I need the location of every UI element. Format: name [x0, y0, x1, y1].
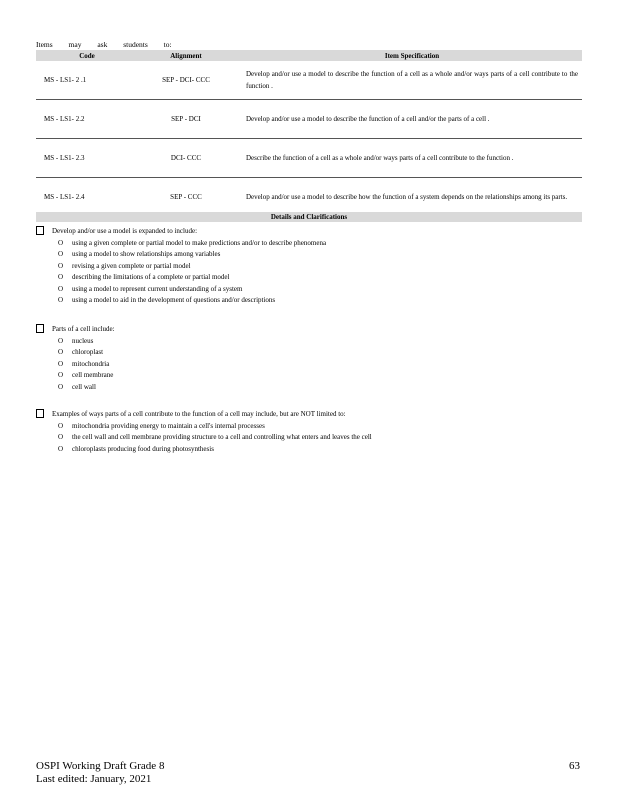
row-alignment: SEP - CCC — [170, 193, 202, 201]
list-item: O mitochondria providing energy to maintain a cell's internal processes — [58, 421, 265, 430]
examples-block — [36, 409, 566, 455]
footer-edited-date: Last edited: January, 2021 — [36, 773, 152, 785]
row-code: MS - LS1- 2.2 — [36, 100, 130, 139]
table-row — [36, 100, 582, 139]
list-item: O cell membrane — [58, 371, 114, 379]
checkbox-square-icon — [36, 409, 44, 418]
list-item: O chloroplasts producing food during photosynthesis — [58, 444, 214, 453]
list-item: O chloroplast — [58, 348, 104, 356]
header-code: Code — [36, 50, 130, 61]
header-spec: Item Specification — [242, 50, 582, 61]
list-item: O using a model to show relationships among variables — [58, 250, 221, 258]
details-header: Details and Clarifications — [36, 212, 582, 222]
row-spec: Develop and/or use a model to describe how the function of a system depends on the relationships among its parts. — [246, 193, 568, 201]
list-item: O using a model to represent current understanding of a system — [58, 284, 243, 293]
page-footer — [36, 760, 164, 786]
page-number: 63 — [569, 760, 580, 772]
footer-draft-label: OSPI Working Draft Grade 8 — [36, 760, 165, 772]
row-alignment: SEP - DCI- CCC — [130, 61, 242, 100]
row-code: MS - LS1- 2.4 — [44, 193, 85, 201]
row-code: MS - LS1- 2.3 — [36, 139, 130, 178]
intro-text: Items may ask students to: — [36, 40, 172, 49]
parts-block — [36, 324, 566, 393]
list-item: O the cell wall and cell membrane providing structure to a cell and controlling what enters and leaves the cell — [58, 433, 372, 441]
header-alignment: Alignment — [130, 50, 242, 61]
list-item: O nucleus — [58, 336, 94, 345]
list-item: O cell wall — [58, 382, 96, 391]
item-spec-table — [36, 50, 582, 216]
list-item: O describing the limitations of a complete or partial model — [58, 273, 230, 281]
list-item: O mitochondria — [58, 359, 110, 368]
row-alignment: DCI- CCC — [130, 139, 242, 178]
checkbox-square-icon — [36, 324, 44, 333]
table-row — [36, 139, 582, 178]
row-code: MS - LS1- 2 .1 — [36, 61, 130, 100]
table-row — [36, 61, 582, 100]
row-spec: Develop and/or use a model to describe the function of a cell as a whole and/or ways parts of a cell contribute to the function . — [242, 61, 582, 100]
list-item: O revising a given complete or partial model — [58, 261, 191, 270]
examples-lead: Examples of ways parts of a cell contribute to the function of a cell may include, but are NOT limited to: — [52, 410, 346, 418]
list-item: O using a given complete or partial model to make predictions and/or to describe phenomena — [58, 238, 327, 247]
row-spec: Describe the function of a cell as a whole and/or ways parts of a cell contribute to the function . — [242, 139, 582, 178]
row-alignment: SEP - DCI — [130, 100, 242, 139]
table-header-row — [36, 50, 582, 61]
develop-lead: Develop and/or use a model is expanded to include: — [52, 227, 198, 235]
list-item: O using a model to aid in the development of questions and/or descriptions — [58, 296, 276, 304]
table-row — [36, 178, 582, 217]
parts-lead: Parts of a cell include: — [52, 325, 115, 333]
row-spec: Develop and/or use a model to describe the function of a cell and/or the parts of a cell . — [242, 100, 582, 139]
checkbox-square-icon — [36, 226, 44, 235]
develop-block — [36, 226, 566, 307]
